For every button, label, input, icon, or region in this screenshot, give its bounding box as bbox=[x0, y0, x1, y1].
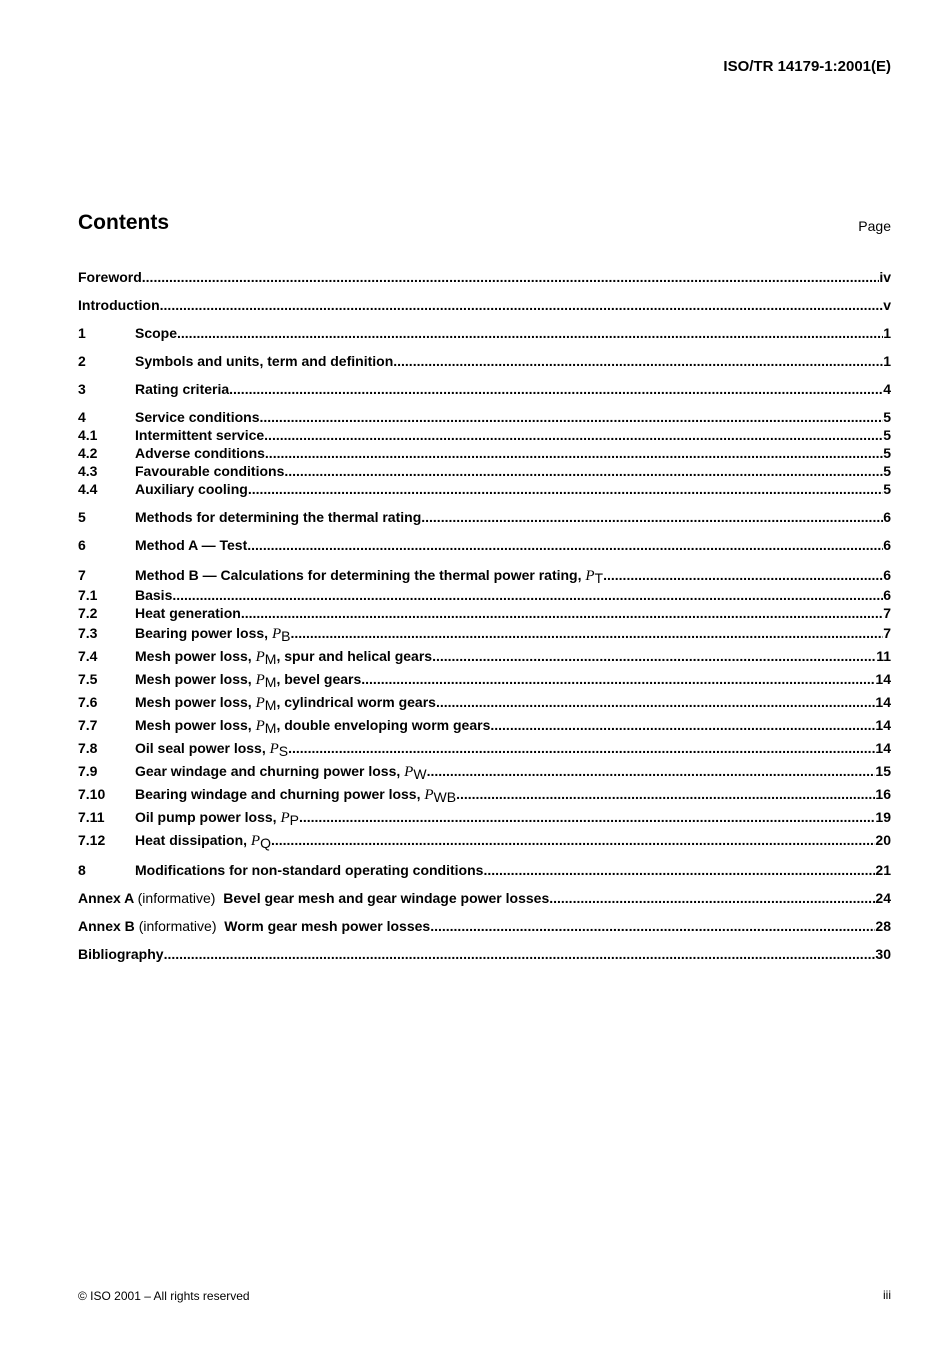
contents-heading: Contents bbox=[78, 211, 169, 234]
toc-entry-6[interactable]: 6 Method A — Test ..... 6 bbox=[78, 536, 891, 554]
toc-entry-5[interactable]: 5 Methods for determining the thermal rating ..... 6 bbox=[78, 508, 891, 526]
toc-entry-8[interactable]: 8 Modifications for non-standard operating conditions ..... 21 bbox=[78, 861, 891, 879]
toc-entry-7[interactable]: 7 Method B — Calculations for determining the thermal power rating, PT ..... 6 bbox=[78, 564, 891, 586]
toc-entry-bibliography[interactable]: Bibliography ..... 30 bbox=[78, 945, 891, 963]
toc-entry-7-3[interactable]: 7.3 Bearing power loss, PB ..... 7 bbox=[78, 622, 891, 645]
table-of-contents bbox=[78, 268, 891, 963]
toc-entry-7-7[interactable]: 7.7 Mesh power loss, PM, double enveloping worm gears ..... 14 bbox=[78, 714, 891, 737]
toc-entry-7-10[interactable]: 7.10 Bearing windage and churning power loss, PWB ..... 16 bbox=[78, 783, 891, 806]
toc-entry-7-6[interactable]: 7.6 Mesh power loss, PM, cylindrical worm gears ..... 14 bbox=[78, 691, 891, 714]
copyright-notice: © ISO 2001 – All rights reserved bbox=[78, 1289, 250, 1303]
toc-entry-7-8[interactable]: 7.8 Oil seal power loss, PS ..... 14 bbox=[78, 737, 891, 760]
page-number: iii bbox=[883, 1288, 891, 1302]
document-id: ISO/TR 14179-1:2001(E) bbox=[723, 58, 891, 75]
toc-entry-annex-b[interactable]: Annex B (informative) Worm gear mesh power losses ..... 28 bbox=[78, 917, 891, 935]
toc-entry-4-4[interactable]: 4.4 Auxiliary cooling ..... 5 bbox=[78, 480, 891, 498]
toc-entry-7-1[interactable]: 7.1 Basis ..... 6 bbox=[78, 586, 891, 604]
toc-entry-2[interactable]: 2 Symbols and units, term and definition ..... 1 bbox=[78, 352, 891, 370]
toc-entry-4-3[interactable]: 4.3 Favourable conditions ..... 5 bbox=[78, 462, 891, 480]
toc-entry-7-4[interactable]: 7.4 Mesh power loss, PM, spur and helical gears ..... 11 bbox=[78, 645, 891, 668]
toc-entry-7-5[interactable]: 7.5 Mesh power loss, PM, bevel gears ..... 14 bbox=[78, 668, 891, 691]
page-column-label: Page bbox=[858, 218, 891, 234]
toc-entry-7-11[interactable]: 7.11 Oil pump power loss, PP ..... 19 bbox=[78, 806, 891, 829]
toc-entry-annex-a[interactable]: Annex A (informative) Bevel gear mesh and gear windage power losses ..... 24 bbox=[78, 889, 891, 907]
toc-entry-3[interactable]: 3 Rating criteria ..... 4 bbox=[78, 380, 891, 398]
toc-entry-7-2[interactable]: 7.2 Heat generation ..... 7 bbox=[78, 604, 891, 622]
toc-entry-introduction[interactable]: Introduction ..... v bbox=[78, 296, 891, 314]
toc-entry-7-12[interactable]: 7.12 Heat dissipation, PQ ..... 20 bbox=[78, 829, 891, 852]
toc-entry-foreword[interactable]: Foreword ..... iv bbox=[78, 268, 891, 286]
toc-entry-1[interactable]: 1 Scope ..... 1 bbox=[78, 324, 891, 342]
toc-entry-7-9[interactable]: 7.9 Gear windage and churning power loss, PW ..... 15 bbox=[78, 760, 891, 783]
toc-entry-4[interactable]: 4 Service conditions ..... 5 bbox=[78, 408, 891, 426]
toc-entry-4-2[interactable]: 4.2 Adverse conditions ..... 5 bbox=[78, 444, 891, 462]
symbol-p: P bbox=[585, 568, 595, 584]
toc-entry-4-1[interactable]: 4.1 Intermittent service ..... 5 bbox=[78, 426, 891, 444]
